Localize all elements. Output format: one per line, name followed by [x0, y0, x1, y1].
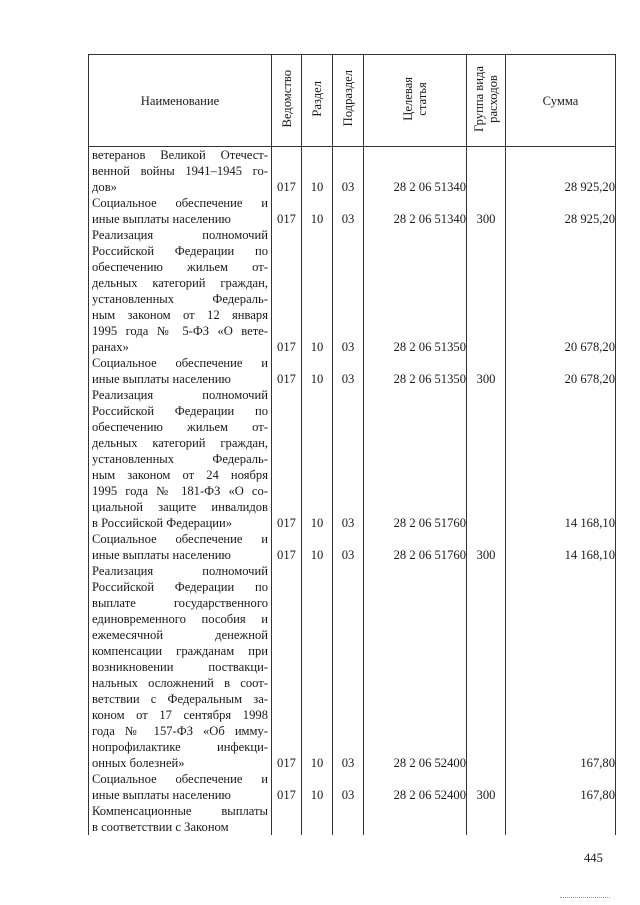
cell-razdel: 10 [302, 355, 333, 387]
table-row [89, 803, 616, 835]
cell-gruppa-vida-rashodov [467, 387, 506, 531]
table-row [89, 227, 616, 355]
cell-name [89, 771, 272, 803]
cell-podrazdel: 03 [333, 771, 364, 803]
name-line: возникновении поствакци- [92, 660, 268, 674]
name-line: Социальное обеспечение и [92, 356, 268, 370]
name-line: ветствии с Федеральным за- [92, 692, 268, 706]
name-line: 1995 года № 181-ФЗ «О со- [92, 484, 268, 498]
table-row [89, 195, 616, 227]
cell-razdel [302, 803, 333, 835]
cell-podrazdel: 03 [333, 147, 364, 196]
cell-razdel: 10 [302, 147, 333, 196]
cell-summa: 28 925,20 [506, 195, 616, 227]
header-celevaya-statya: Целевая статья [364, 55, 467, 147]
cell-vedomstvo: 017 [272, 147, 302, 196]
cell-razdel: 10 [302, 387, 333, 531]
name-line: Компенсационные выплаты [92, 804, 268, 818]
cell-name [89, 147, 272, 196]
name-line: Реализация полномочий [92, 564, 268, 578]
cell-gruppa-vida-rashodov: 300 [467, 195, 506, 227]
name-line: ветеранов Великой Отечест- [92, 148, 268, 162]
cell-gruppa-vida-rashodov [467, 803, 506, 835]
cell-summa: 20 678,20 [506, 227, 616, 355]
name-line: циальной защите инвалидов [92, 500, 268, 514]
cell-gruppa-vida-rashodov [467, 563, 506, 771]
cell-vedomstvo [272, 803, 302, 835]
name-line: коном от 17 сентября 1998 [92, 708, 268, 722]
cell-podrazdel [333, 803, 364, 835]
name-line: онных болезней» [92, 756, 185, 770]
name-line: компенсации гражданам при [92, 644, 268, 658]
cell-name [89, 563, 272, 771]
cell-celevaya-statya: 28 2 06 52400 [364, 563, 467, 771]
cell-celevaya-statya: 28 2 06 51340 [364, 195, 467, 227]
name-line: ежемесячной денежной [92, 628, 268, 642]
name-line: единовременного пособия и [92, 612, 268, 626]
name-line: Реализация полномочий [92, 388, 268, 402]
name-line: Российской Федерации по [92, 580, 268, 594]
table-row [89, 387, 616, 531]
table-row [89, 355, 616, 387]
cell-razdel: 10 [302, 563, 333, 771]
name-line: иные выплаты населению [92, 372, 231, 386]
table-header-row [89, 55, 616, 147]
name-line: дельных категорий граждан, [92, 276, 268, 290]
cell-razdel: 10 [302, 531, 333, 563]
name-line: венной войны 1941–1945 го- [92, 164, 268, 178]
header-razdel: Раздел [302, 55, 333, 147]
name-line: обеспечению жильем от- [92, 420, 268, 434]
name-line: 1995 года № 5-ФЗ «О вете- [92, 324, 268, 338]
cell-gruppa-vida-rashodov [467, 147, 506, 196]
cell-razdel: 10 [302, 771, 333, 803]
name-line: Социальное обеспечение и [92, 772, 268, 786]
header-vedomstvo: Ведомство [272, 55, 302, 147]
name-line: иные выплаты населению [92, 788, 231, 802]
cell-vedomstvo: 017 [272, 531, 302, 563]
cell-name [89, 227, 272, 355]
cell-summa: 167,80 [506, 771, 616, 803]
cell-podrazdel: 03 [333, 531, 364, 563]
cell-celevaya-statya [364, 803, 467, 835]
name-line: иные выплаты населению [92, 212, 231, 226]
header-podrazdel: Подраздел [333, 55, 364, 147]
cell-gruppa-vida-rashodov: 300 [467, 531, 506, 563]
cell-podrazdel: 03 [333, 355, 364, 387]
name-line: в Российской Федерации» [92, 516, 233, 530]
footer-rule [560, 897, 610, 898]
name-line: Российской Федерации по [92, 244, 268, 258]
cell-razdel: 10 [302, 195, 333, 227]
cell-name [89, 803, 272, 835]
header-name: Наименование [89, 55, 272, 147]
name-line: ным законом от 12 января [92, 308, 268, 322]
cell-gruppa-vida-rashodov: 300 [467, 355, 506, 387]
cell-name [89, 531, 272, 563]
cell-name [89, 387, 272, 531]
cell-podrazdel: 03 [333, 387, 364, 531]
cell-vedomstvo: 017 [272, 771, 302, 803]
name-line: дельных категорий граждан, [92, 436, 268, 450]
table-row [89, 563, 616, 771]
name-line: Социальное обеспечение и [92, 532, 268, 546]
header-gruppa-vida-rashodov: Группа вида расходов [467, 55, 506, 147]
name-line: нопрофилактике инфекци- [92, 740, 268, 754]
name-line: года № 157-ФЗ «Об имму- [92, 724, 268, 738]
cell-podrazdel: 03 [333, 195, 364, 227]
table-body [89, 147, 616, 836]
budget-table [88, 54, 616, 835]
cell-summa [506, 803, 616, 835]
cell-gruppa-vida-rashodov: 300 [467, 771, 506, 803]
name-line: установленных Федераль- [92, 452, 268, 466]
name-line: иные выплаты населению [92, 548, 231, 562]
cell-vedomstvo: 017 [272, 387, 302, 531]
cell-name [89, 195, 272, 227]
name-line: обеспечению жильем от- [92, 260, 268, 274]
table-row [89, 147, 616, 196]
name-line: Реализация полномочий [92, 228, 268, 242]
cell-razdel: 10 [302, 227, 333, 355]
cell-celevaya-statya: 28 2 06 51350 [364, 227, 467, 355]
cell-celevaya-statya: 28 2 06 51350 [364, 355, 467, 387]
name-line: нальных осложнений в соот- [92, 676, 268, 690]
page-number: 445 [584, 851, 603, 865]
name-line: Социальное обеспечение и [92, 196, 268, 210]
cell-gruppa-vida-rashodov [467, 227, 506, 355]
cell-podrazdel: 03 [333, 563, 364, 771]
cell-celevaya-statya: 28 2 06 51760 [364, 387, 467, 531]
cell-podrazdel: 03 [333, 227, 364, 355]
cell-vedomstvo: 017 [272, 227, 302, 355]
name-line: ным законом от 24 ноября [92, 468, 268, 482]
name-line: Российской Федерации по [92, 404, 268, 418]
cell-vedomstvo: 017 [272, 563, 302, 771]
cell-summa: 167,80 [506, 563, 616, 771]
name-line: в соответствии с Законом [92, 820, 229, 834]
cell-summa: 14 168,10 [506, 387, 616, 531]
header-summa: Сумма [506, 55, 616, 147]
cell-summa: 28 925,20 [506, 147, 616, 196]
name-line: установленных Федераль- [92, 292, 268, 306]
cell-summa: 14 168,10 [506, 531, 616, 563]
cell-vedomstvo: 017 [272, 195, 302, 227]
cell-celevaya-statya: 28 2 06 51340 [364, 147, 467, 196]
table-row [89, 531, 616, 563]
cell-summa: 20 678,20 [506, 355, 616, 387]
cell-celevaya-statya: 28 2 06 52400 [364, 771, 467, 803]
cell-name [89, 355, 272, 387]
name-line: ранах» [92, 340, 129, 354]
cell-vedomstvo: 017 [272, 355, 302, 387]
name-line: выплате государственного [92, 596, 268, 610]
table-row [89, 771, 616, 803]
name-line: дов» [92, 180, 117, 194]
cell-celevaya-statya: 28 2 06 51760 [364, 531, 467, 563]
